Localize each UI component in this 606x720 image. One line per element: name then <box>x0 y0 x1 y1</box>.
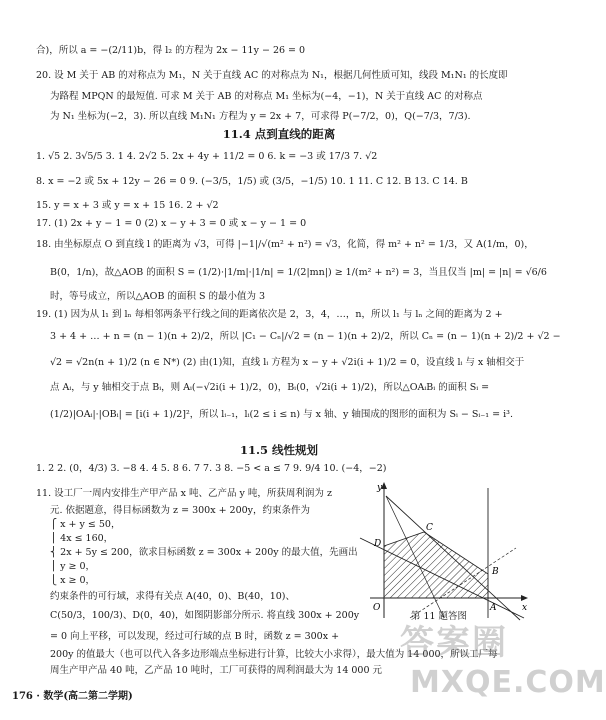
text-line-7: 15. y = x + 3 或 y = x + 15 16. 2 + √2 <box>36 200 219 211</box>
text-line-3: 为路程 MPQN 的最短值. 可求 M 关于 AB 的对称点 M₁ 坐标为(−4，−1)，N 关于直线 AC 的对称点 <box>50 91 483 102</box>
watermark-logo: 答案圈 <box>400 623 508 663</box>
label-y: y <box>377 483 383 493</box>
text-line-1: 合)，所以 a = −(2/11)b，得 l₂ 的方程为 2x − 11y − 26 = 0 <box>36 45 306 56</box>
text-line-20: ⎧ x + y ≤ 50， <box>50 519 121 530</box>
section-heading-11-4: 11.4 点到直线的距离 <box>222 127 336 141</box>
text-line-28: 200y 的值最大（也可以代入各多边形端点坐标进行计算，比较大小求得），最大值为 14 000，所以工厂每 <box>50 649 498 660</box>
section-heading-11-5: 11.5 线性规划 <box>239 443 318 457</box>
text-line-25: 约束条件的可行域，求得有关点 A(40，0)、B(40，10)、 <box>50 591 295 602</box>
figure-caption: 第 11 题答图 <box>410 611 468 622</box>
text-line-22: ⎨ 2x + 5y ≤ 200，欲求目标函数 z = 300x + 200y 的最大值，先画出 <box>50 547 358 558</box>
text-line-14: √2 = √2n(n + 1)/2 (n ∈ N*) (2) 由(1)知，直线 lᵢ 方程为 x − y + √2i(i + 1)/2 = 0，设直线 lᵢ 与 x 轴相交于 <box>50 357 525 368</box>
text-line-24: ⎩ x ≥ 0， <box>50 575 96 586</box>
text-line-29: 周生产甲产品 40 吨，乙产品 10 吨时，工厂可获得的周利润最大为 14 000 元 <box>50 665 383 676</box>
text-line-2: 20. 设 M 关于 AB 的对称点为 M₁，N 关于直线 AC 的对称点为 N₁，根据几何性质可知，线段 M₁N₁ 的长度即 <box>36 70 508 81</box>
label-B: B <box>492 567 499 577</box>
text-line-4: 为 N₁ 坐标为(−2，3). 所以直线 M₁N₁ 方程为 y = 2x + 7，可求得 P(−7/2，0)，Q(−7/3，7/3). <box>50 111 471 122</box>
feasible-region-figure <box>340 478 530 626</box>
text-line-12: 19. (1) 因为从 l₁ 到 lₙ 每相邻两条平行线之间的距离依次是 2，3，4，…，n，所以 l₁ 与 lₙ 之间的距离为 2 + <box>36 309 503 320</box>
watermark-url: MXQE.COM <box>410 665 606 700</box>
text-line-11: 时，等号成立，所以△AOB 的面积 S 的最小值为 3 <box>50 291 266 302</box>
text-line-13: 3 + 4 + … + n = (n − 1)(n + 2)/2，所以 |C₁ − Cₙ|/√2 = (n − 1)(n + 2)/2，所以 Cₙ = (n − 1)(n + 2)/2 + √2 − <box>50 331 561 342</box>
label-D: D <box>374 539 382 549</box>
text-line-19: 元. 依据题意，得目标函数为 z = 300x + 200y，约束条件为 <box>50 505 311 516</box>
label-origin: O <box>373 603 381 613</box>
text-line-16: (1/2)|OAᵢ|·|OBᵢ| = [i(i + 1)/2]²，所以 lᵢ₋₁，lᵢ(2 ≤ i ≤ n) 与 x 轴、y 轴围成的图形的面积为 Sᵢ − Sᵢ₋₁ = i³. <box>50 409 513 420</box>
text-line-18: 11. 设工厂一周内安排生产甲产品 x 吨、乙产品 y 吨，所获周利润为 z <box>36 488 332 499</box>
text-line-15: 点 Aᵢ，与 y 轴相交于点 Bᵢ，则 Aᵢ(−√2i(i + 1)/2，0)，Bᵢ(0，√2i(i + 1)/2)，所以△OAᵢBᵢ 的面积 Sᵢ = <box>50 382 490 393</box>
text-line-8: 17. (1) 2x + y − 1 = 0 (2) x − y + 3 = 0 或 x − y − 1 = 0 <box>36 218 307 229</box>
text-line-26: C(50/3，100/3)、D(0，40)，如图阴影部分所示. 将直线 300x + 200y <box>50 610 360 621</box>
text-line-17: 1. 2 2. (0，4/3) 3. −8 4. 4 5. 8 6. 7 7. 3 8. −5 < a ≤ 7 9. 9/4 10. (−4，−2) <box>36 463 387 474</box>
text-line-9: 18. 由坐标原点 O 到直线 l 的距离为 √3，可得 |−1|/√(m² + n²) = √3，化简，得 m² + n² = 1/3，又 A(1/m，0)， <box>36 239 534 250</box>
label-C: C <box>426 523 433 533</box>
label-x: x <box>522 603 528 613</box>
x-axis-arrow-icon <box>521 595 528 601</box>
text-line-6: 8. x = −2 或 5x + 12y − 26 = 0 9. (−3/5，1/5) 或 (3/5，−1/5) 10. 1 11. C 12. B 13. C 14. B <box>36 176 468 187</box>
page-footer: 176 · 数学(高二第二学期) <box>12 691 133 702</box>
text-line-23: ⎪ y ≥ 0， <box>50 561 96 572</box>
text-line-21: ⎪ 4x ≤ 160， <box>50 533 114 544</box>
text-line-5: 1. √5 2. 3√5/5 3. 1 4. 2√2 5. 2x + 4y + 11/2 = 0 6. k = −3 或 17/3 7. √2 <box>36 151 378 162</box>
label-A: A <box>490 603 497 613</box>
text-line-10: B(0，1/n)，故△AOB 的面积 S = (1/2)·|1/m|·|1/n| = 1/(2|mn|) ≥ 1/(m² + n²) = 3，当且仅当 |m| = |n| = √6/6 <box>50 267 547 278</box>
text-line-27: = 0 向上平移，可以发现，经过可行域的点 B 时，函数 z = 300x + <box>50 631 340 642</box>
